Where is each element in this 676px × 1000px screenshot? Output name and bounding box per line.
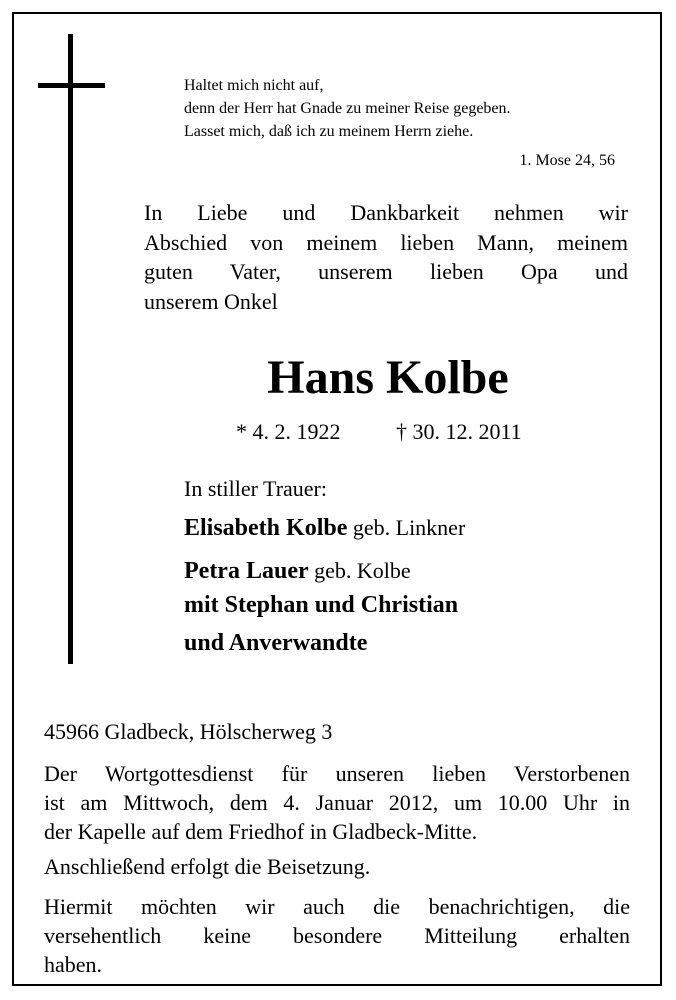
mourners-line: und Anverwandte [184,630,368,656]
burial-text: Anschließend erfolgt die Beisetzung. [44,854,371,879]
mourners-heading: In stiller Trauer: [184,476,327,501]
service-line: Der Wortgottesdienst für unseren lieben Verstorbenen [44,761,630,786]
intro-line: guten Vater, unserem lieben Opa und [144,259,628,284]
verse-reference: 1. Mose 24, 56 [519,152,615,169]
notice-line: haben. [44,952,103,977]
verse-line: Haltet mich nicht auf, [184,77,324,94]
mourner-entry [184,558,411,585]
notice-line: Hiermit möchten wir auch die benachrichtigen, die [44,894,630,919]
cross-icon-bar [38,83,105,88]
service-line: ist am Mittwoch, dem 4. Januar 2012, um 10.00 Uhr in [44,790,630,815]
intro-line: Abschied von meinem lieben Mann, meinem [144,229,628,255]
mourner-entry [184,515,465,542]
address: 45966 Gladbeck, Hölscherweg 3 [44,719,333,744]
verse-line: denn der Herr hat Gnade zu meiner Reise gegeben. [184,100,511,117]
birth-date: * 4. 2. 1922 [236,419,341,444]
verse-line: Lasset mich, daß ich zu meinem Herrn ziehe. [184,123,474,140]
service-text [44,759,630,846]
mourner-note: geb. Linkner [352,515,466,540]
notice-text [44,892,630,979]
service-line: der Kapelle auf dem Friedhof in Gladbeck-Mitte. [44,819,478,844]
mourner-name: Elisabeth Kolbe [184,515,348,541]
intro-text [144,198,628,316]
mourner-name: Petra Lauer [184,558,309,584]
intro-line: unserem Onkel [144,288,278,314]
mourners-line: mit Stephan und Christian [184,592,459,618]
bible-verse [184,74,511,143]
deceased-name: Hans Kolbe [267,351,509,404]
death-date: † 30. 12. 2011 [396,419,522,444]
notice-line: versehentlich keine besondere Mitteilung erhalten [44,923,630,948]
intro-line: In Liebe und Dankbarkeit nehmen wir [144,200,628,225]
mourner-note: geb. Kolbe [314,558,411,583]
